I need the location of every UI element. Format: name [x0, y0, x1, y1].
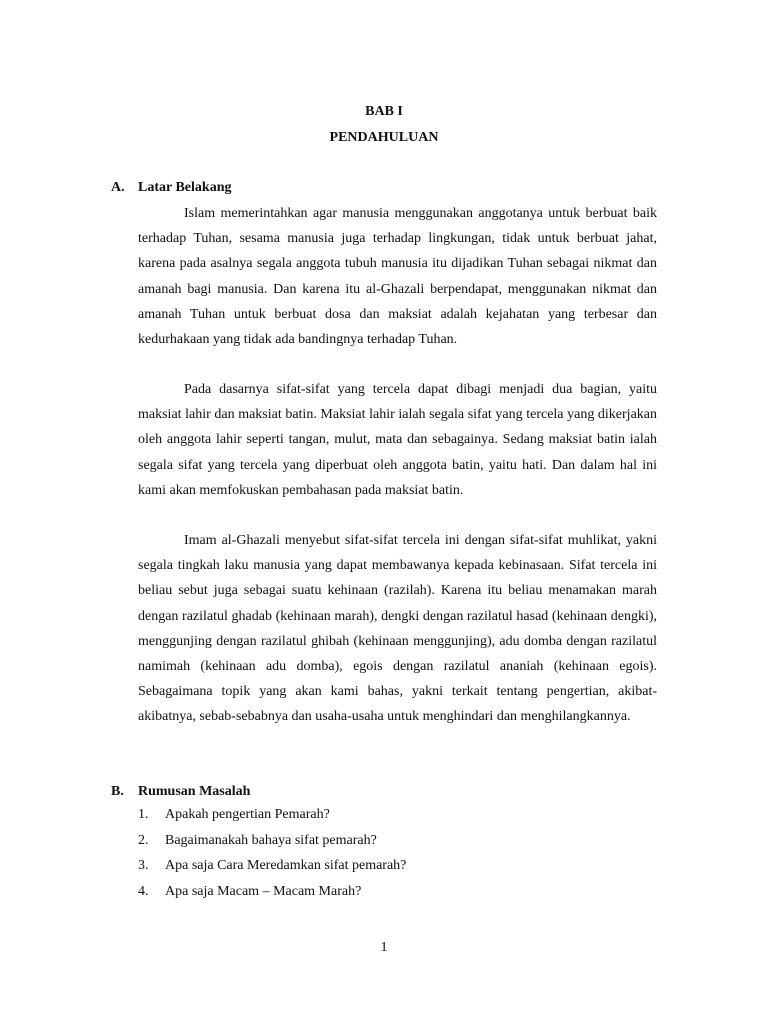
list-item-text: Apa saja Macam – Macam Marah?	[165, 883, 362, 899]
list-item-number: 3.	[138, 858, 149, 873]
section-a-letter: A.	[111, 180, 125, 195]
list-item-text: Apakah pengertian Pemarah?	[165, 807, 330, 822]
list-item-number: 4.	[138, 883, 149, 899]
section-b-letter: B.	[111, 784, 124, 799]
list-item-number: 2.	[138, 832, 149, 848]
chapter-label: BAB I	[365, 104, 403, 119]
list-item-text: Bagaimanakah bahaya sifat pemarah?	[165, 832, 377, 848]
section-a-title: Latar Belakang	[138, 180, 232, 195]
paragraph-3: Imam al-Ghazali menyebut sifat-sifat tercela ini dengan sifat-sifat muhlikat, yakni segala tingkah laku manusia yang dapat membawanya kepada kebinasaan. Sifat tercela ini beliau sebut juga sebagai suatu kehinaan (razilah). Karena itu beliau menamakan marah dengan razilatul ghadab (kehinaan marah), dengki dengan razilatul hasad (kehinaan dengki), menggunjing dengan razilatul ghibah (kehinaan menggunjing), adu domba dengan razilatul namimah (kehinaan adu domba), egois dengan razilatul ananiah (kehinaan egois). Sebagaimana topik yang akan kami bahas, yakni terkait tentang pengertian, akibat-akibatnya, sebab-sebabnya dan usaha-usaha untuk menghindari dan menghilangkannya.	[138, 533, 657, 725]
list-item-number: 1.	[138, 807, 149, 822]
list-item-text: Apa saja Cara Meredamkan sifat pemarah?	[165, 858, 407, 873]
paragraph-1: Islam memerintahkan agar manusia menggunakan anggotanya untuk berbuat baik terhadap Tuhan, sesama manusia juga terhadap lingkungan, tidak untuk berbuat jahat, karena pada asalnya segala anggota tubuh manusia itu dijadikan Tuhan sebagai nikmat dan amanah bagi manusia. Dan karena itu al-Ghazali berpendapat, menggunakan nikmat dan amanah Tuhan untuk berbuat dosa dan maksiat adalah kejahatan yang terbesar dan kedurhakaan yang tidak ada bandingnya terhadap Tuhan.	[138, 206, 657, 348]
chapter-title: PENDAHULUAN	[329, 130, 439, 145]
page-number: 1	[380, 940, 388, 955]
paragraph-2: Pada dasarnya sifat-sifat yang tercela dapat dibagi menjadi dua bagian, yaitu maksiat lahir dan maksiat batin. Maksiat lahir ialah segala sifat yang tercela yang dikerjakan oleh anggota lahir seperti tangan, mulut, mata dan sebagainya. Sedang maksiat batin ialah segala sifat yang tercela yang diperbuat oleh anggota batin, yaitu hati. Dan dalam hal ini kami akan memfokuskan pembahasan pada maksiat batin.	[138, 382, 657, 498]
section-b-title: Rumusan Masalah	[138, 784, 251, 799]
